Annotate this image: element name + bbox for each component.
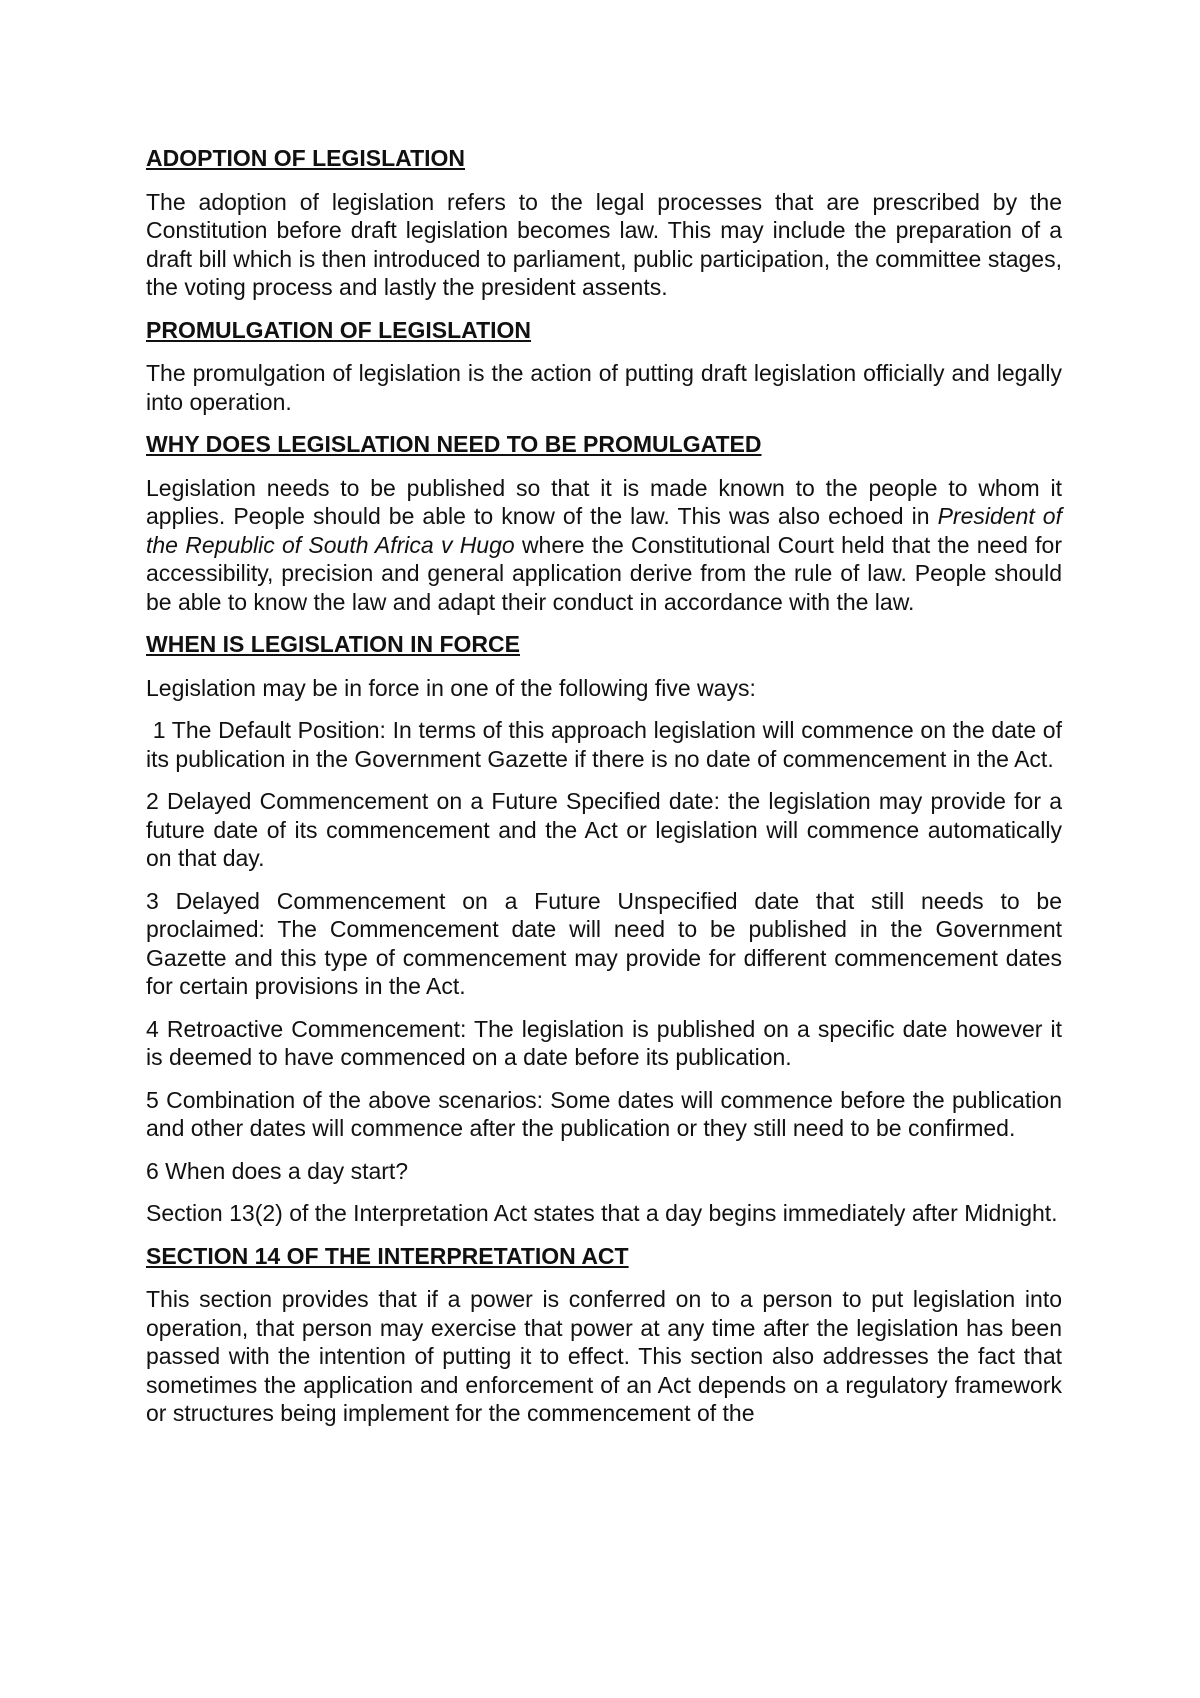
- list-item-retroactive: 4 Retroactive Commencement: The legislation is published on a specific date however it is deemed to have commenced on a date before its publication.: [146, 1015, 1062, 1070]
- list-item-delayed-unspecified: 3 Delayed Commencement on a Future Unspecified date that still needs to be proclaimed: The Commencement date will need to be published in the Government Gazette and this type of commencement may provide for different commencement dates for certain provisions in the Act.: [146, 887, 1062, 999]
- paragraph-section-14: This section provides that if a power is conferred on to a person to put legislation into operation, that person may exercise that power at any time after the legislation has been passed with the intention of putting it to effect. This section also addresses the fact that sometimes the application and enforcement of an Act depends on a regulatory framework or structures being implement for the commencement of the: [146, 1286, 1062, 1426]
- paragraph-promulgation: The promulgation of legislation is the action of putting draft legislation officially and legally into operation.: [146, 360, 1062, 415]
- paragraph-when-intro: Legislation may be in force in one of the following five ways:: [146, 674, 756, 701]
- case-citation: President of the Republic of South Africa v Hugo: [146, 503, 1062, 558]
- why-text-before: Legislation needs to be published so that it is made known to the people to whom it applies. People should be able to know of the law. This was also echoed in: [146, 474, 1062, 529]
- paragraph-why-promulgated: [146, 474, 1062, 617]
- paragraph-adoption: The adoption of legislation refers to the legal processes that are prescribed by the Constitution before draft legislation becomes law. This may include the preparation of a draft bill which is then introduced to parliament, public participation, the committee stages, the voting process and lastly the president assents.: [146, 188, 1062, 300]
- heading-when-in-force: WHEN IS LEGISLATION IN FORCE: [146, 631, 520, 657]
- document-page: [146, 144, 1062, 1428]
- heading-section-14: SECTION 14 OF THE INTERPRETATION ACT: [146, 1242, 629, 1269]
- why-text-after: where the Constitutional Court held that the need for accessibility, precision and general application derive from the rule of law. People should be able to know the law and adapt their conduct in accordance with the law.: [146, 531, 1062, 615]
- list-item-combination: 5 Combination of the above scenarios: Some dates will commence before the publication and other dates will commence after the publication or they still need to be confirmed.: [146, 1086, 1062, 1141]
- list-item-day-start: 6 When does a day start?: [146, 1157, 409, 1184]
- heading-promulgation: PROMULGATION OF LEGISLATION: [146, 316, 532, 343]
- paragraph-section-13: Section 13(2) of the Interpretation Act states that a day begins immediately after Midnight.: [146, 1200, 1058, 1226]
- heading-why-promulgated: WHY DOES LEGISLATION NEED TO BE PROMULGATED: [146, 431, 762, 457]
- heading-adoption: ADOPTION OF LEGISLATION: [146, 145, 466, 171]
- list-item-delayed-specified: 2 Delayed Commencement on a Future Specified date: the legislation may provide for a future date of its commencement and the Act or legislation will commence automatically on that day.: [146, 788, 1062, 871]
- list-item-default-position: 1 The Default Position: In terms of this approach legislation will commence on the date of its publication in the Government Gazette if there is no date of commencement in the Act.: [146, 717, 1062, 772]
